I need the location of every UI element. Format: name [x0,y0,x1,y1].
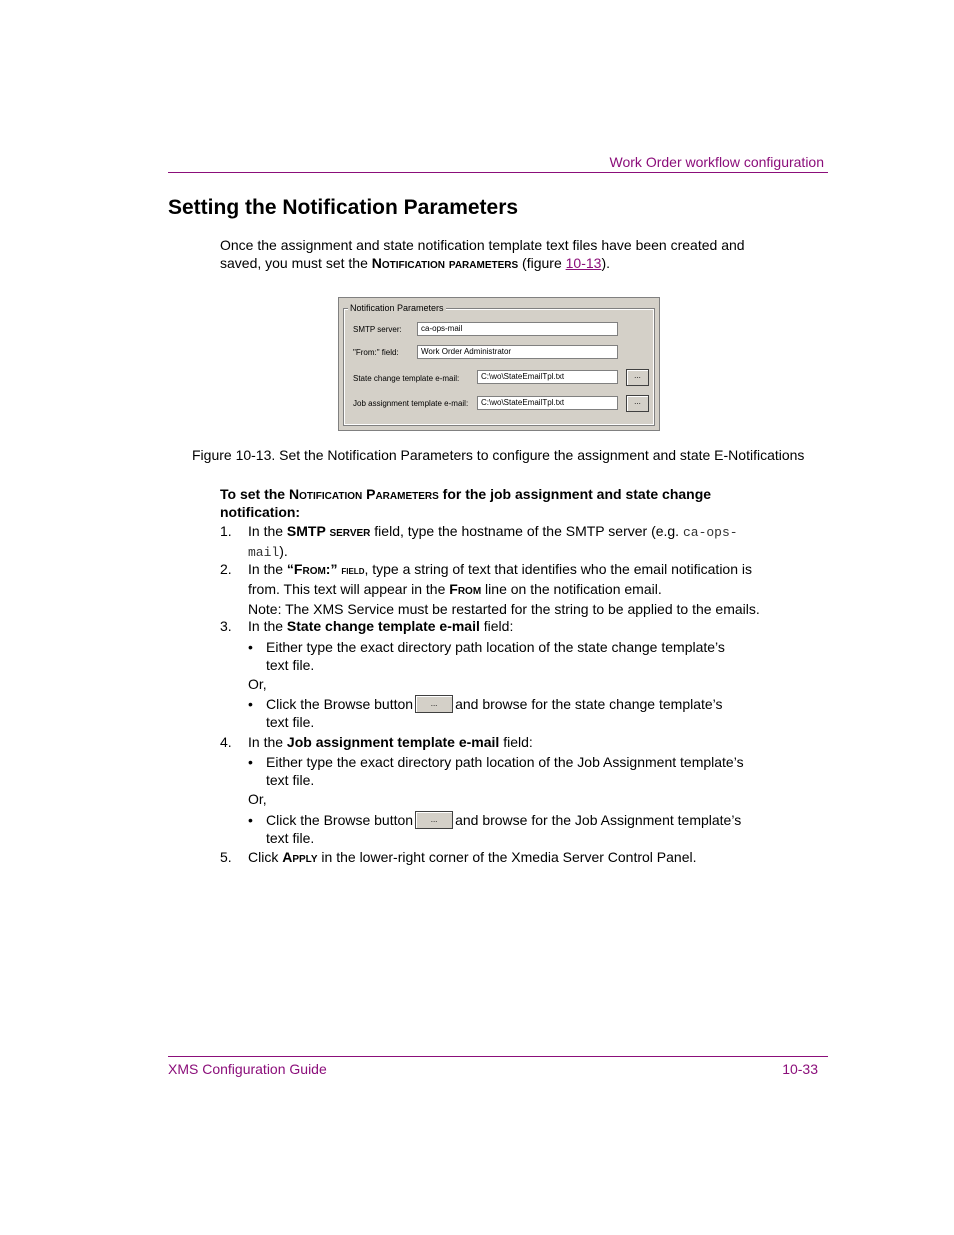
browse-button-image: ... [415,695,453,713]
running-header [168,154,828,173]
step-2: In the “From:” field, type a string of text that identifies who the email notification is from. This text will appear in the From line on the notification email. Note: The XMS Service must be restarted for the string to be applied to the emails. [248,560,778,618]
state-template-label: State change template e-mail: [353,374,460,383]
smtp-server-label: SMTP server: [353,325,402,334]
job-template-label: Job assignment template e-mail: [353,399,469,408]
step-1: In the SMTP server field, type the hostname of the SMTP server (e.g. ca-ops- mail). [248,523,738,560]
from-field-label: "From:" field: [353,348,399,357]
step-4: In the Job assignment template e-mail field: [248,734,533,750]
job-template-browse-button[interactable]: ... [626,395,649,412]
section-heading: Setting the Notification Parameters [168,196,519,219]
procedure-title: To set the Notification Parameters for the job assignment and state change notification: [220,486,712,520]
intro-paragraph [220,236,780,272]
step-3-or: Or, [248,676,267,692]
step-5: Click Apply in the lower-right corner of the Xmedia Server Control Panel. [248,849,697,865]
browse-button-image: ... [415,811,453,829]
bullet: • [248,696,253,712]
step-number-5: 5. [220,849,232,865]
step-3-bullet-1: Either type the exact directory path location of the state change template’s text file. [266,639,725,673]
group-title: Notification Parameters [350,303,444,313]
running-title: Work Order workflow configuration [609,154,824,170]
intro-line-1: Once the assignment and state notification template text files have been created and [220,237,745,253]
step-3-bullet-2: Click the Browse button ... and browse for the state change template’s text file. [266,696,723,730]
bullet: • [248,754,253,770]
notification-parameters-dialog [338,297,660,431]
step-number-4: 4. [220,734,232,750]
step-4-bullet-1: Either type the exact directory path location of the Job Assignment template’s text file. [266,754,744,788]
step-3: In the State change template e-mail field: [248,618,514,634]
figure-link[interactable]: 10-13 [565,255,602,271]
bullet: • [248,812,253,828]
page-footer [168,1056,828,1077]
intro-line-2: saved, you must set the Notification parameters (figure 10-13). [220,255,610,271]
step-2-note: Note: The XMS Service must be restarted for the string to be applied to the emails. [248,601,760,617]
step-4-or: Or, [248,791,267,807]
state-template-input[interactable]: C:\wo\StateEmailTpl.txt [477,370,618,384]
job-template-input[interactable]: C:\wo\StateEmailTpl.txt [477,396,618,410]
from-field-input[interactable]: Work Order Administrator [417,345,618,359]
page-number: 10-33 [782,1061,818,1077]
step-number-2: 2. [220,561,232,577]
footer-title: XMS Configuration Guide [168,1061,327,1077]
figure-caption: Figure 10-13. Set the Notification Parameters to configure the assignment and state E-Notifications [192,447,805,463]
step-number-3: 3. [220,618,232,634]
state-template-browse-button[interactable]: ... [626,369,649,386]
step-4-bullet-2: Click the Browse button ... and browse for the Job Assignment template’s text file. [266,812,742,846]
smtp-server-input[interactable]: ca-ops-mail [417,322,618,336]
bullet: • [248,639,253,655]
step-number-1: 1. [220,523,232,539]
